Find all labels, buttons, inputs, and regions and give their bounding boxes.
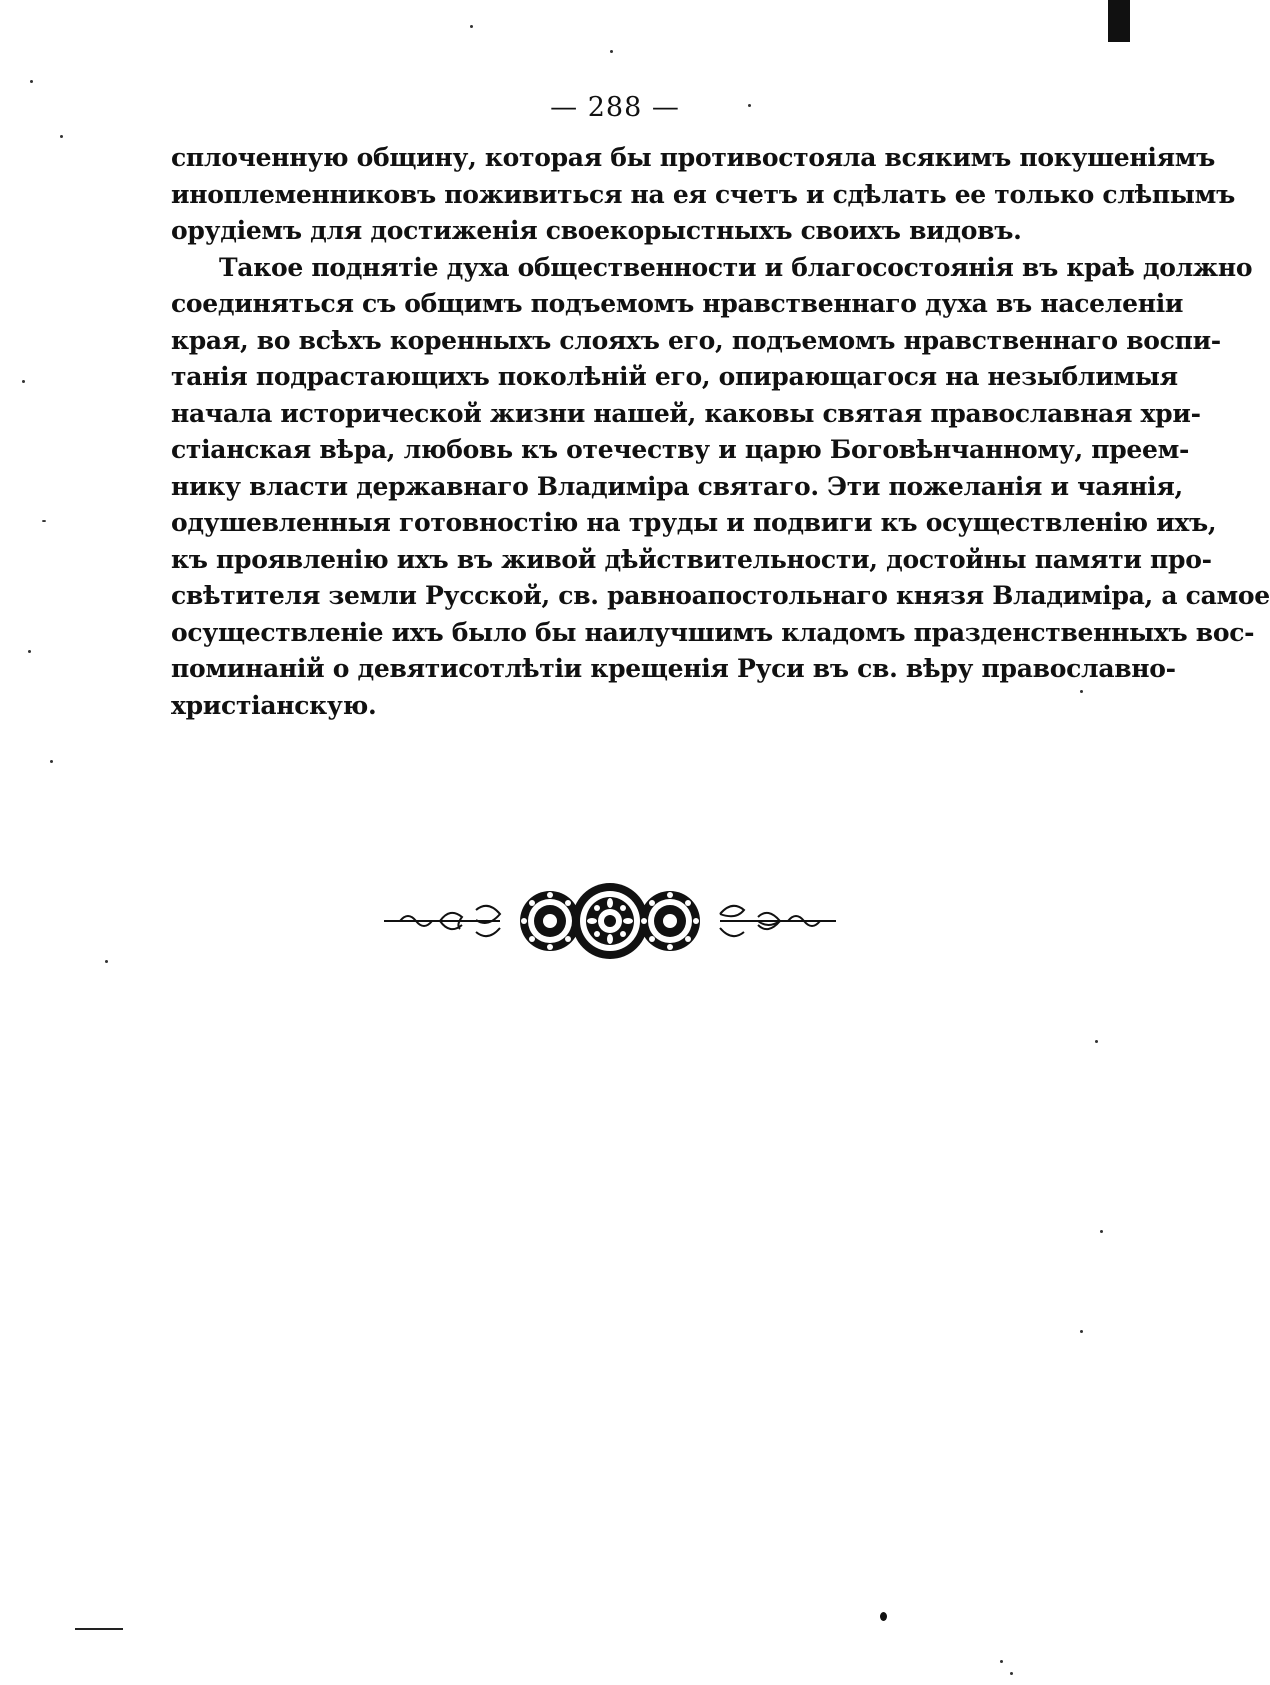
scan-edge-mark xyxy=(1108,0,1130,42)
scan-speck xyxy=(880,1612,887,1621)
text-line: нику власти державнаго Владиміра святаго. Эти пожеланія и чаянія, xyxy=(171,471,1183,501)
scan-speck xyxy=(28,650,31,653)
body-text xyxy=(171,140,1270,724)
scan-speck xyxy=(470,25,473,28)
text-line: одушевленныя готовностію на труды и подвиги къ осуществленію ихъ, xyxy=(171,508,1217,537)
scan-speck xyxy=(30,80,33,83)
scan-speck xyxy=(1080,1330,1083,1333)
scan-margin-line xyxy=(75,1628,123,1630)
text-line: иноплеменниковъ поживиться на ея счетъ и сдѣлать ее только слѣпымъ xyxy=(171,179,1235,209)
text-line: края, во всѣхъ коренныхъ слояхъ его, подъемомъ нравственнаго воспи- xyxy=(171,325,1221,355)
scan-speck xyxy=(22,380,25,383)
scan-speck xyxy=(1095,1040,1098,1043)
text-line: свѣтителя земли Русской, св. равноапостольнаго князя Владиміра, а самое xyxy=(171,581,1270,610)
floral-rosette-ornament-icon xyxy=(380,880,840,962)
scan-speck xyxy=(105,960,108,963)
text-line: поминаній о девятисотлѣтіи крещенія Руси въ св. вѣру православно- xyxy=(171,654,1176,683)
text-line: стіанская вѣра, любовь къ отечеству и царю Боговѣнчанному, преем- xyxy=(171,435,1190,464)
text-line: сплоченную общину, которая бы противостояла всякимъ покушеніямъ xyxy=(171,143,1216,172)
text-line: танія подрастающихъ поколѣній его, опирающагося на незыблимыя xyxy=(171,362,1178,391)
text-line: орудіемъ для достиженія своекорыстныхъ своихъ видовъ. xyxy=(171,216,1022,245)
text-line: осуществленіе ихъ было бы наилучшимъ кладомъ празденственныхъ вос- xyxy=(171,617,1255,647)
scan-speck xyxy=(42,520,46,522)
text-line: христіанскую. xyxy=(171,690,377,720)
text-line: соединяться съ общимъ подъемомъ нравственнаго духа въ населеніи xyxy=(171,289,1184,318)
text-line: начала исторической жизни нашей, каковы святая православная хри- xyxy=(171,398,1201,428)
scan-speck xyxy=(748,104,751,107)
page-number: — 288 — xyxy=(550,92,680,123)
scan-speck xyxy=(1080,690,1083,693)
scan-speck xyxy=(610,50,613,53)
scan-speck xyxy=(1100,1230,1103,1233)
paragraph-2 xyxy=(171,250,1270,725)
scan-speck xyxy=(50,760,53,763)
scan-speck xyxy=(60,135,63,138)
scan-speck xyxy=(1010,1672,1013,1675)
scan-speck xyxy=(1000,1660,1003,1663)
text-line: Такое поднятіе духа общественности и благосостоянія въ краѣ должно xyxy=(219,252,1253,282)
text-line: къ проявленію ихъ въ живой дѣйствительности, достойны памяти про- xyxy=(171,544,1212,574)
paragraph-1 xyxy=(171,140,1235,250)
